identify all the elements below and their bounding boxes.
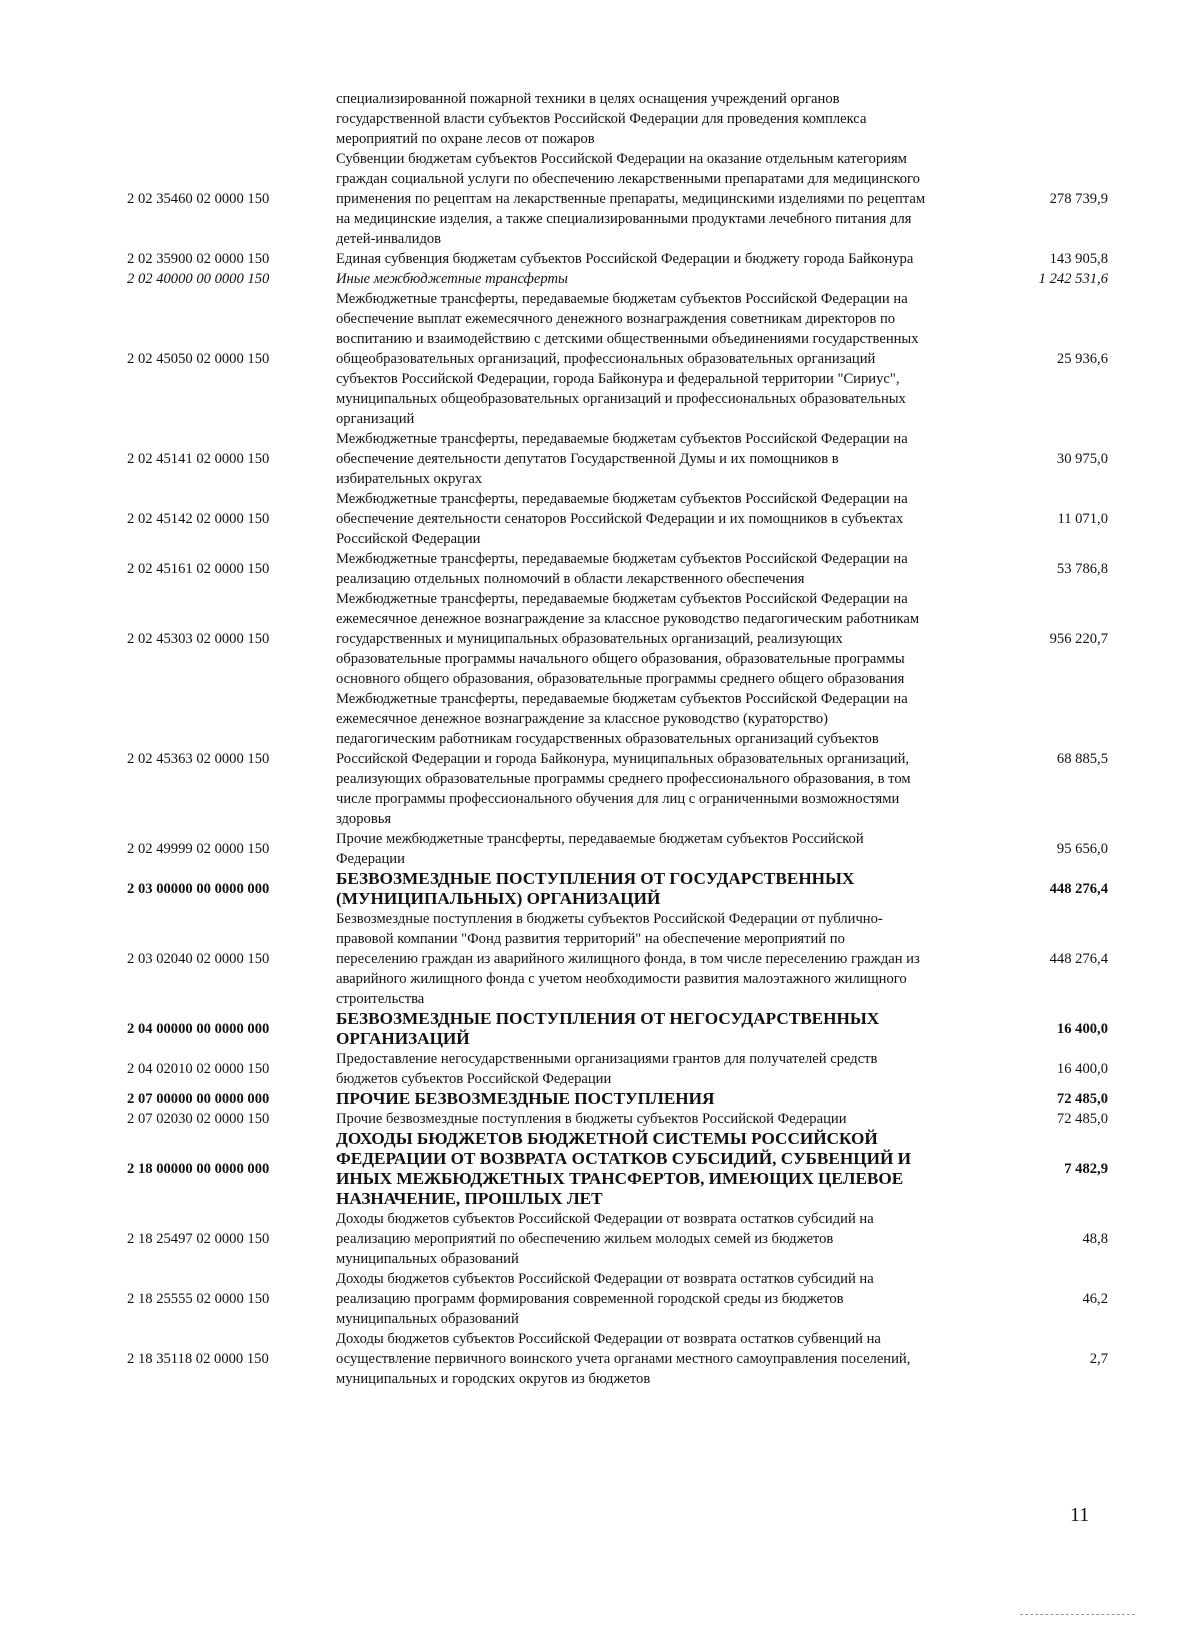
revenue-description: ПРОЧИЕ БЕЗВОЗМЕЗДНЫЕ ПОСТУПЛЕНИЯ [336, 1089, 715, 1108]
table-row [112, 1109, 1114, 1129]
revenue-description: Доходы бюджетов субъектов Российской Федерации от возврата остатков субсидий на реализацию программ формирования современной городской среды из бюджетов муниципальных образований [336, 1271, 874, 1327]
revenue-description: Межбюджетные трансферты, передаваемые бюджетам субъектов Российской Федерации на обеспечение деятельности сенаторов Российской Федерации и их помощников в субъектах Российской Федерации [336, 491, 908, 547]
revenue-amount: 956 220,7 [1049, 631, 1108, 647]
revenue-description: Межбюджетные трансферты, передаваемые бюджетам субъектов Российской Федерации на ежемесячное денежное вознаграждение за классное руководство педагогическим работникам государственных и муниципальных образовательных организаций, реализующих образовательные программы начального общего образования, образовательные программы основного общего образования, образовательные программы среднего общего образования [336, 591, 920, 687]
revenue-description: Иные межбюджетные трансферты [336, 271, 568, 287]
budget-code: 2 03 00000 00 0000 000 [127, 881, 270, 897]
revenue-description: ДОХОДЫ БЮДЖЕТОВ БЮДЖЕТНОЙ СИСТЕМЫ РОССИЙСКОЙ ФЕДЕРАЦИИ ОТ ВОЗВРАТА ОСТАТКОВ СУБСИДИЙ, СУБВЕНЦИЙ И ИНЫХ МЕЖБЮДЖЕТНЫХ ТРАНСФЕРТОВ, ИМЕЮЩИХ ЦЕЛЕВОЕ НАЗНАЧЕНИЕ, ПРОШЛЫХ ЛЕТ [336, 1129, 911, 1208]
revenue-description: Межбюджетные трансферты, передаваемые бюджетам субъектов Российской Федерации на ежемесячное денежное вознаграждение за классное руководство (кураторство) педагогическим работникам государственных образовательных организаций субъектов Российской Федерации и города Байконура, муниципальных образовательных организаций, реализующих образовательные программы среднего профессионального образования, в том числе программы профессионального обучения для лиц с ограниченными возможностями здоровья [336, 691, 911, 827]
footer-divider [1020, 1614, 1135, 1615]
revenue-amount: 53 786,8 [1056, 561, 1108, 577]
table-row [112, 589, 1114, 689]
table-row [112, 1329, 1114, 1389]
revenue-amount: 11 071,0 [1057, 511, 1108, 527]
revenue-amount: 46,2 [1082, 1291, 1108, 1307]
budget-code: 2 02 45363 02 0000 150 [127, 751, 270, 767]
revenue-amount: 25 936,6 [1056, 351, 1108, 367]
revenue-description: Межбюджетные трансферты, передаваемые бюджетам субъектов Российской Федерации на обеспечение деятельности депутатов Государственной Думы и их помощников в избирательных округах [336, 431, 908, 487]
revenue-amount: 72 485,0 [1056, 1111, 1108, 1127]
budget-revenue-table [112, 89, 1114, 1389]
budget-code: 2 02 35460 02 0000 150 [127, 191, 270, 207]
budget-code: 2 18 35118 02 0000 150 [127, 1351, 269, 1367]
table-row [112, 549, 1114, 589]
budget-code: 2 18 25555 02 0000 150 [127, 1291, 270, 1307]
table-row [112, 1209, 1114, 1269]
budget-code: 2 02 45142 02 0000 150 [127, 511, 270, 527]
revenue-amount: 448 276,4 [1049, 951, 1108, 967]
table-row [112, 909, 1114, 1009]
revenue-description: Единая субвенция бюджетам субъектов Российской Федерации и бюджету города Байконура [336, 251, 914, 267]
table-row [112, 249, 1114, 269]
table-row [112, 1129, 1114, 1209]
budget-code: 2 02 45161 02 0000 150 [127, 561, 270, 577]
table-row [112, 689, 1114, 829]
table-row [112, 89, 1114, 149]
table-row [112, 269, 1114, 289]
budget-code: 2 02 35900 02 0000 150 [127, 251, 270, 267]
revenue-description: Прочие межбюджетные трансферты, передаваемые бюджетам субъектов Российской Федерации [336, 831, 864, 867]
revenue-description: Доходы бюджетов субъектов Российской Федерации от возврата остатков субсидий на реализацию мероприятий по обеспечению жильем молодых семей из бюджетов муниципальных образований [336, 1211, 874, 1267]
budget-table-body [112, 89, 1114, 1389]
budget-code: 2 02 40000 00 0000 150 [127, 271, 270, 287]
revenue-amount: 278 739,9 [1049, 191, 1108, 207]
revenue-amount: 16 400,0 [1056, 1061, 1108, 1077]
budget-code [112, 89, 326, 149]
revenue-amount [934, 89, 1114, 149]
revenue-amount: 30 975,0 [1056, 451, 1108, 467]
table-row [112, 1009, 1114, 1049]
table-row [112, 869, 1114, 909]
revenue-amount: 7 482,9 [1064, 1161, 1108, 1177]
revenue-amount: 2,7 [1089, 1351, 1108, 1367]
table-row [112, 289, 1114, 429]
revenue-amount: 143 905,8 [1049, 251, 1108, 267]
revenue-description: Безвозмездные поступления в бюджеты субъектов Российской Федерации от публично-правовой компании "Фонд развития территорий" на обеспечение мероприятий по переселению граждан из аварийного жилищного фонда, в том числе переселению граждан из аварийного жилищного фонда с учетом необходимости развития малоэтажного жилищного строительства [336, 911, 920, 1007]
revenue-description: БЕЗВОЗМЕЗДНЫЕ ПОСТУПЛЕНИЯ ОТ ГОСУДАРСТВЕННЫХ (МУНИЦИПАЛЬНЫХ) ОРГАНИЗАЦИЙ [336, 869, 855, 908]
revenue-amount: 448 276,4 [1049, 881, 1108, 897]
revenue-description: БЕЗВОЗМЕЗДНЫЕ ПОСТУПЛЕНИЯ ОТ НЕГОСУДАРСТВЕННЫХ ОРГАНИЗАЦИЙ [336, 1009, 880, 1048]
revenue-amount: 68 885,5 [1056, 751, 1108, 767]
budget-code: 2 18 00000 00 0000 000 [127, 1161, 270, 1177]
revenue-description: Субвенции бюджетам субъектов Российской Федерации на оказание отдельным категориям граждан социальной услуги по обеспечению лекарственными препаратами для медицинского применения по рецептам на лекарственные препараты, медицинскими изделиями по рецептам на медицинские изделия, а также специализированными продуктами лечебного питания для детей-инвалидов [336, 151, 926, 247]
budget-code: 2 04 02010 02 0000 150 [127, 1061, 270, 1077]
revenue-description: Межбюджетные трансферты, передаваемые бюджетам субъектов Российской Федерации на обеспечение выплат ежемесячного денежного вознаграждения советникам директоров по воспитанию и взаимодействию с детскими общественными объединениями государственных общеобразовательных организаций, профессиональных образовательных организаций субъектов Российской Федерации, города Байконура и федеральной территории "Сириус", муниципальных общеобразовательных организаций и профессиональных образовательных организаций [336, 291, 919, 427]
table-row [112, 489, 1114, 549]
revenue-amount: 72 485,0 [1056, 1091, 1108, 1107]
budget-code: 2 07 02030 02 0000 150 [127, 1111, 270, 1127]
budget-code: 2 02 45141 02 0000 150 [127, 451, 270, 467]
table-row [112, 829, 1114, 869]
revenue-amount: 1 242 531,6 [1038, 271, 1108, 287]
revenue-description: Прочие безвозмездные поступления в бюджеты субъектов Российской Федерации [336, 1111, 847, 1127]
table-row [112, 1089, 1114, 1109]
budget-code: 2 04 00000 00 0000 000 [127, 1021, 270, 1037]
table-row [112, 429, 1114, 489]
budget-code: 2 02 45303 02 0000 150 [127, 631, 270, 647]
revenue-amount: 16 400,0 [1056, 1021, 1108, 1037]
revenue-amount: 48,8 [1082, 1231, 1108, 1247]
budget-code: 2 02 49999 02 0000 150 [127, 841, 270, 857]
revenue-description: Предоставление негосударственными организациями грантов для получателей средств бюджетов субъектов Российской Федерации [336, 1051, 878, 1087]
page-number: 11 [1070, 1504, 1090, 1526]
revenue-amount: 95 656,0 [1056, 841, 1108, 857]
table-row [112, 1269, 1114, 1329]
budget-code: 2 03 02040 02 0000 150 [127, 951, 270, 967]
budget-code: 2 07 00000 00 0000 000 [127, 1091, 270, 1107]
budget-code: 2 18 25497 02 0000 150 [127, 1231, 270, 1247]
revenue-description: специализированной пожарной техники в целях оснащения учреждений органов государственной власти субъектов Российской Федерации для проведения комплекса мероприятий по охране лесов от пожаров [336, 91, 867, 147]
table-row [112, 1049, 1114, 1089]
revenue-description: Межбюджетные трансферты, передаваемые бюджетам субъектов Российской Федерации на реализацию отдельных полномочий в области лекарственного обеспечения [336, 551, 908, 587]
revenue-description: Доходы бюджетов субъектов Российской Федерации от возврата остатков субвенций на осуществление первичного воинского учета органами местного самоуправления поселений, муниципальных и городских округов из бюджетов [336, 1331, 911, 1387]
table-row [112, 149, 1114, 249]
budget-code: 2 02 45050 02 0000 150 [127, 351, 270, 367]
